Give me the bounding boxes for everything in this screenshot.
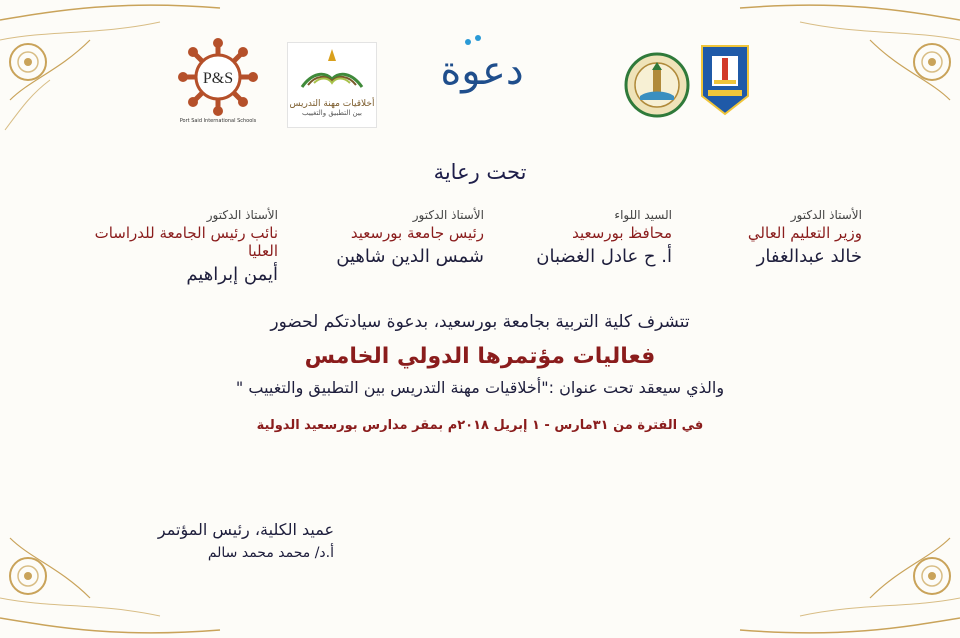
event-dates-venue: في الفترة من ٣١مارس - ١ إبريل ٢٠١٨م بمقر مدارس بورسعيد الدولية [256,418,704,433]
event-title: فعاليات مؤتمرها الدولي الخامس [304,344,656,369]
conference-logo [287,42,377,128]
dean-title: عميد الكلية، رئيس المؤتمر [157,520,334,539]
patron-governor [510,208,672,267]
psis-caption: Port Said International Schools [179,118,257,124]
patron-name: أ. ح عادل الغضبان [536,246,672,267]
faculty-of-education-logo [700,44,750,116]
conference-logo-line1: أخلاقيات مهنة التدريس [289,99,375,109]
patron-name: شمس الدين شاهين [336,246,484,267]
conference-theme: والذي سيعقد تحت عنوان :"أخلاقيات مهنة التدريس بين التطبيق والتغييب " [235,378,725,397]
patron-office: محافظ بورسعيد [572,224,672,242]
open-book-icon [288,43,376,93]
patron-minister [704,208,862,267]
patron-office: رئيس جامعة بورسعيد [350,224,484,242]
dawa-word: دعوة [440,48,524,94]
ornament-bottom-left [0,488,230,638]
psis-letters: P&S [202,70,234,87]
patron-name: خالد عبدالغفار [756,246,862,267]
patron-role: السيد اللواء [614,208,672,222]
patron-office: وزير التعليم العالي [747,224,862,242]
patron-name: أيمن إبراهيم [186,264,278,285]
psis-logo [176,38,260,126]
dean-name: أ.د/ محمد محمد سالم [207,545,334,561]
ornament-bottom-right [730,488,960,638]
patron-role: الأستاذ الدكتور [412,208,484,222]
dean-signature-block [104,520,334,561]
port-said-university-logo [624,52,690,118]
patron-office: نائب رئيس الجامعة للدراسات العليا [94,224,278,260]
patron-university-president [306,208,484,267]
patron-vice-president [76,208,278,285]
dawa-calligraphy-logo [438,22,526,110]
patron-role: الأستاذ الدكتور [790,208,862,222]
ornament-top-right [730,0,960,150]
invitation-line: تتشرف كلية التربية بجامعة بورسعيد، بدعوة سيادتكم لحضور [270,312,690,332]
patronage-title: تحت رعاية [433,160,527,184]
conference-logo-line2: بين التطبيق والتغييب [302,109,362,117]
patron-role: الأستاذ الدكتور [206,208,278,222]
